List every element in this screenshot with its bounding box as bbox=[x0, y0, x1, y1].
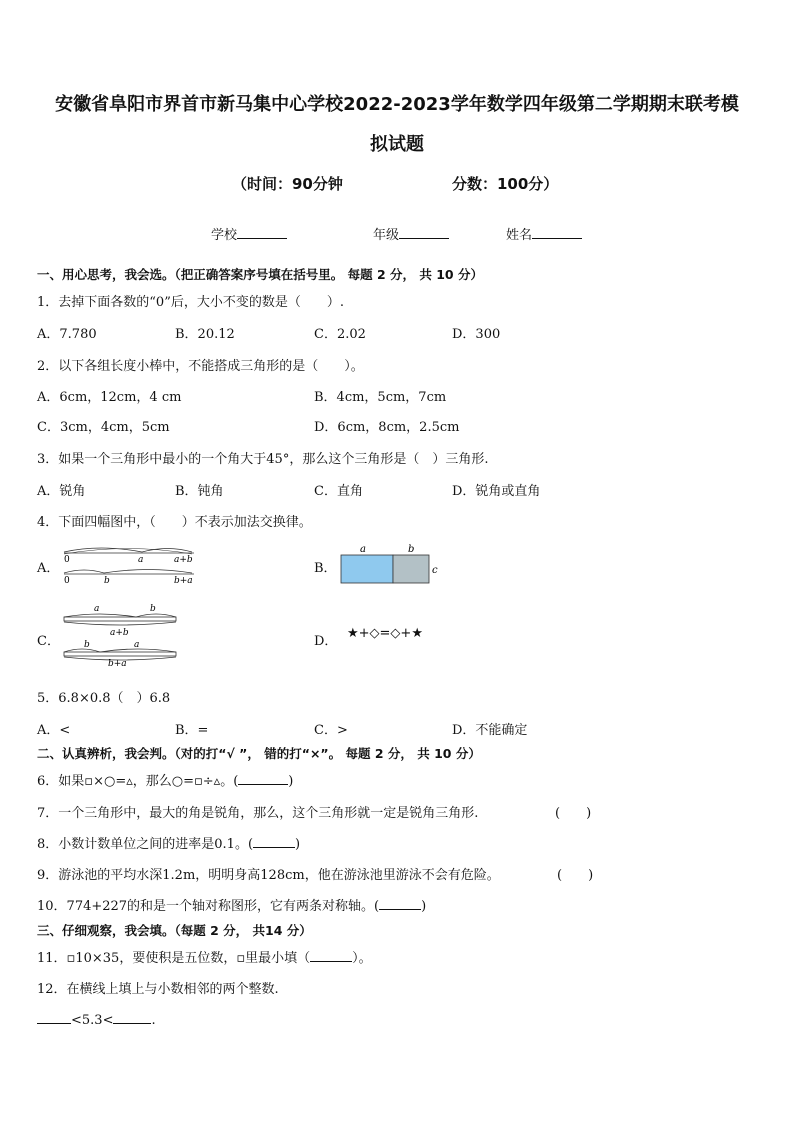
school-label: 学校 bbox=[211, 228, 238, 243]
q10-answer-blank[interactable] bbox=[379, 897, 421, 910]
question-12-blanks bbox=[37, 1011, 156, 1028]
q12-middle: <5.3< bbox=[71, 1013, 114, 1028]
q3-option-c[interactable]: C．直角 bbox=[314, 484, 363, 499]
q12-left-blank[interactable] bbox=[37, 1011, 71, 1024]
q5-option-c[interactable]: C．> bbox=[314, 723, 348, 738]
q12-right-blank[interactable] bbox=[113, 1011, 151, 1024]
q4c-label-b-bottom: b bbox=[84, 640, 90, 650]
q4a-label-aplusb: a+b bbox=[174, 555, 193, 565]
question-9: 9．游泳池的平均水深1.2m，明明身高128cm，他在游泳池里游泳不会有危险。 bbox=[37, 868, 500, 883]
q5-option-b[interactable]: B．= bbox=[175, 723, 209, 738]
q4a-label-b: b bbox=[104, 576, 110, 586]
q4c-label-aplusb: a+b bbox=[110, 628, 129, 638]
q4c-top-brace bbox=[64, 622, 176, 625]
question-7: 7．一个三角形中，最大的角是锐角，那么，这个三角形就一定是锐角三角形. bbox=[37, 806, 479, 821]
q6-tail: ) bbox=[288, 774, 294, 789]
q4-figure-b bbox=[338, 542, 444, 584]
question-2: 2．以下各组长度小棒中，不能搭成三角形的是（ ）。 bbox=[37, 359, 364, 374]
q4a-label-a: a bbox=[138, 555, 144, 565]
school-field[interactable] bbox=[211, 224, 287, 243]
q4a-arc-b2 bbox=[64, 570, 104, 573]
q5-option-a[interactable]: A．< bbox=[37, 723, 71, 738]
question-6 bbox=[37, 770, 293, 789]
q4c-bottom-bar bbox=[64, 652, 176, 656]
q10-text: 10．774+227的和是一个轴对称图形，它有两条对称轴。( bbox=[37, 899, 380, 914]
question-4: 4．下面四幅图中，（ ）不表示加法交换律。 bbox=[37, 515, 312, 530]
q2-option-d[interactable]: D．6cm，8cm，2.5cm bbox=[314, 420, 460, 435]
q4-option-c[interactable]: C． bbox=[37, 634, 60, 649]
q4b-blue-rect bbox=[341, 555, 393, 583]
name-blank[interactable] bbox=[532, 226, 582, 239]
question-5: 5．6.8×0.8（ ）6.8 bbox=[37, 691, 171, 706]
q4b-grey-rect bbox=[393, 555, 429, 583]
q5-option-d[interactable]: D．不能确定 bbox=[452, 723, 528, 738]
grade-blank[interactable] bbox=[399, 226, 449, 239]
q8-answer-blank[interactable] bbox=[253, 835, 295, 848]
q6-answer-blank[interactable] bbox=[238, 772, 288, 785]
q4a-arc-a2 bbox=[104, 570, 192, 574]
q4-option-d[interactable]: D． bbox=[314, 634, 338, 649]
name-label: 姓名 bbox=[506, 228, 533, 243]
q4-option-b[interactable]: B． bbox=[314, 561, 337, 576]
q4b-label-b: b bbox=[408, 544, 415, 555]
q3-option-d[interactable]: D．锐角或直角 bbox=[452, 484, 541, 499]
q1-option-c[interactable]: C．2.02 bbox=[314, 327, 366, 342]
grade-label: 年级 bbox=[373, 228, 400, 243]
name-field[interactable] bbox=[506, 224, 582, 243]
q4a-zero-1: 0 bbox=[64, 555, 70, 565]
exam-score: 分数：100分） bbox=[452, 175, 559, 193]
exam-title-line1: 安徽省阜阳市界首市新马集中心学校2022-2023学年数学四年级第二学期期末联考模 bbox=[55, 94, 739, 115]
exam-time: （时间：90分钟 bbox=[232, 175, 343, 193]
question-10 bbox=[37, 895, 426, 914]
question-12: 12．在横线上填上与小数相邻的两个整数. bbox=[37, 982, 279, 997]
q4c-top-bar bbox=[64, 617, 176, 621]
school-blank[interactable] bbox=[237, 226, 287, 239]
q4b-label-c: c bbox=[432, 565, 438, 576]
q6-text: 6．如果▫×○=▵，那么○=▫÷▵。( bbox=[37, 774, 239, 789]
question-1: 1．去掉下面各数的“0”后，大小不变的数是（ ）. bbox=[37, 295, 344, 310]
section-3-heading: 三、仔细观察，我会填。（每题 2 分， 共14 分） bbox=[37, 923, 312, 938]
q10-tail: ) bbox=[421, 899, 427, 914]
q4c-label-a-bottom: a bbox=[134, 640, 140, 650]
question-11 bbox=[37, 947, 372, 966]
q4b-label-a: a bbox=[360, 544, 366, 555]
q2-option-b[interactable]: B．4cm，5cm，7cm bbox=[314, 390, 447, 405]
section-1-heading: 一、用心思考，我会选。（把正确答案序号填在括号里。 每题 2 分， 共 10 分） bbox=[37, 267, 483, 282]
q1-option-b[interactable]: B．20.12 bbox=[175, 327, 235, 342]
q4a-zero-2: 0 bbox=[64, 576, 70, 586]
q4c-label-bplusa: b+a bbox=[108, 659, 127, 667]
q4-figure-c bbox=[60, 601, 184, 667]
q4c-label-b-top: b bbox=[150, 604, 156, 614]
q4-figure-d-expression: ★+◇=◇+★ bbox=[347, 626, 423, 641]
q7-answer-bracket[interactable]: ( ) bbox=[555, 806, 592, 821]
q11-answer-blank[interactable] bbox=[310, 949, 352, 962]
grade-field[interactable] bbox=[373, 224, 449, 243]
q4a-label-bplusa: b+a bbox=[174, 576, 193, 586]
q4c-bottom-arcs bbox=[64, 649, 176, 652]
q8-text: 8．小数计数单位之间的进率是0.1。( bbox=[37, 837, 254, 852]
q8-tail: ) bbox=[295, 837, 301, 852]
q4-option-a[interactable]: A． bbox=[37, 561, 60, 576]
q1-option-a[interactable]: A．7.780 bbox=[37, 327, 97, 342]
q11-text: 11．▫10×35，要使积是五位数，▫里最小填（ bbox=[37, 951, 311, 966]
q9-answer-bracket[interactable]: ( ) bbox=[557, 868, 594, 883]
q2-option-a[interactable]: A．6cm，12cm，4 cm bbox=[37, 390, 182, 405]
q4c-top-arcs bbox=[64, 614, 176, 617]
exam-title-line2: 拟试题 bbox=[370, 134, 424, 155]
question-3: 3．如果一个三角形中最小的一个角大于45°，那么这个三角形是（ ）三角形. bbox=[37, 452, 489, 467]
question-8 bbox=[37, 833, 300, 852]
q4c-label-a-top: a bbox=[94, 604, 100, 614]
q2-option-c[interactable]: C．3cm，4cm，5cm bbox=[37, 420, 170, 435]
q4-figure-a bbox=[60, 542, 200, 588]
q11-tail: ）。 bbox=[352, 951, 372, 966]
section-2-heading: 二、认真辨析，我会判。（对的打“√ ”， 错的打“×”。 每题 2 分， 共 10 分） bbox=[37, 746, 481, 761]
q3-option-b[interactable]: B．钝角 bbox=[175, 484, 224, 499]
q1-option-d[interactable]: D．300 bbox=[452, 327, 501, 342]
q12-tail: . bbox=[151, 1013, 156, 1028]
q3-option-a[interactable]: A．锐角 bbox=[37, 484, 86, 499]
